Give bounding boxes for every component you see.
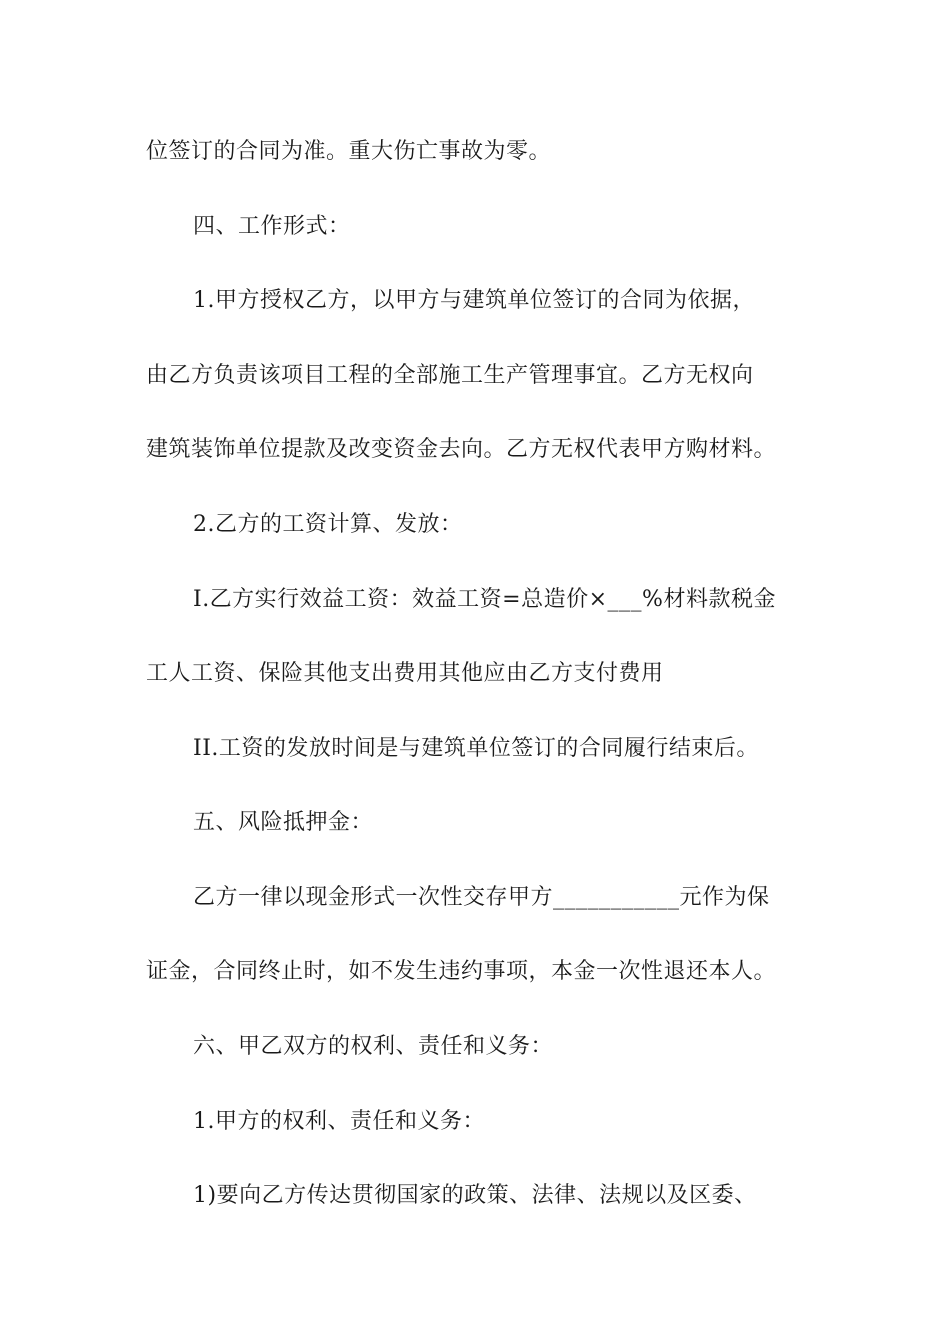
text-line-1: 位签订的合同为准。重大伤亡事故为零。	[146, 139, 552, 164]
text-line-8: 工人工资、保险其他支出费用其他应由乙方支付费用	[146, 661, 664, 686]
text-line-7: I.乙方实行效益工资：效益工资=总造价×___%材料款税金	[193, 587, 776, 612]
text-line-12: 证金，合同终止时，如不发生违约事项，本金一次性退还本人。	[146, 959, 777, 984]
section-heading-work-form: 四、工作形式：	[193, 214, 351, 239]
section-heading-rights-duties: 六、甲乙双方的权利、责任和义务：	[193, 1034, 554, 1059]
text-line-5: 建筑装饰单位提款及改变资金去向。乙方无权代表甲方购材料。	[146, 437, 777, 462]
section-heading-risk-deposit: 五、风险抵押金：	[193, 810, 374, 835]
text-line-14: 1.甲方的权利、责任和义务：	[193, 1109, 485, 1134]
text-line-3: 1.甲方授权乙方，以甲方与建筑单位签订的合同为依据，	[193, 288, 755, 313]
text-line-4: 由乙方负责该项目工程的全部施工生产管理事宜。乙方无权向	[146, 363, 754, 388]
text-line-6: 2.乙方的工资计算、发放：	[193, 512, 463, 537]
text-line-15: 1)要向乙方传达贯彻国家的政策、法律、法规以及区委、	[193, 1183, 757, 1208]
text-line-9: II.工资的发放时间是与建筑单位签订的合同履行结束后。	[193, 736, 759, 761]
text-line-11: 乙方一律以现金形式一次性交存甲方___________元作为保	[193, 885, 770, 910]
